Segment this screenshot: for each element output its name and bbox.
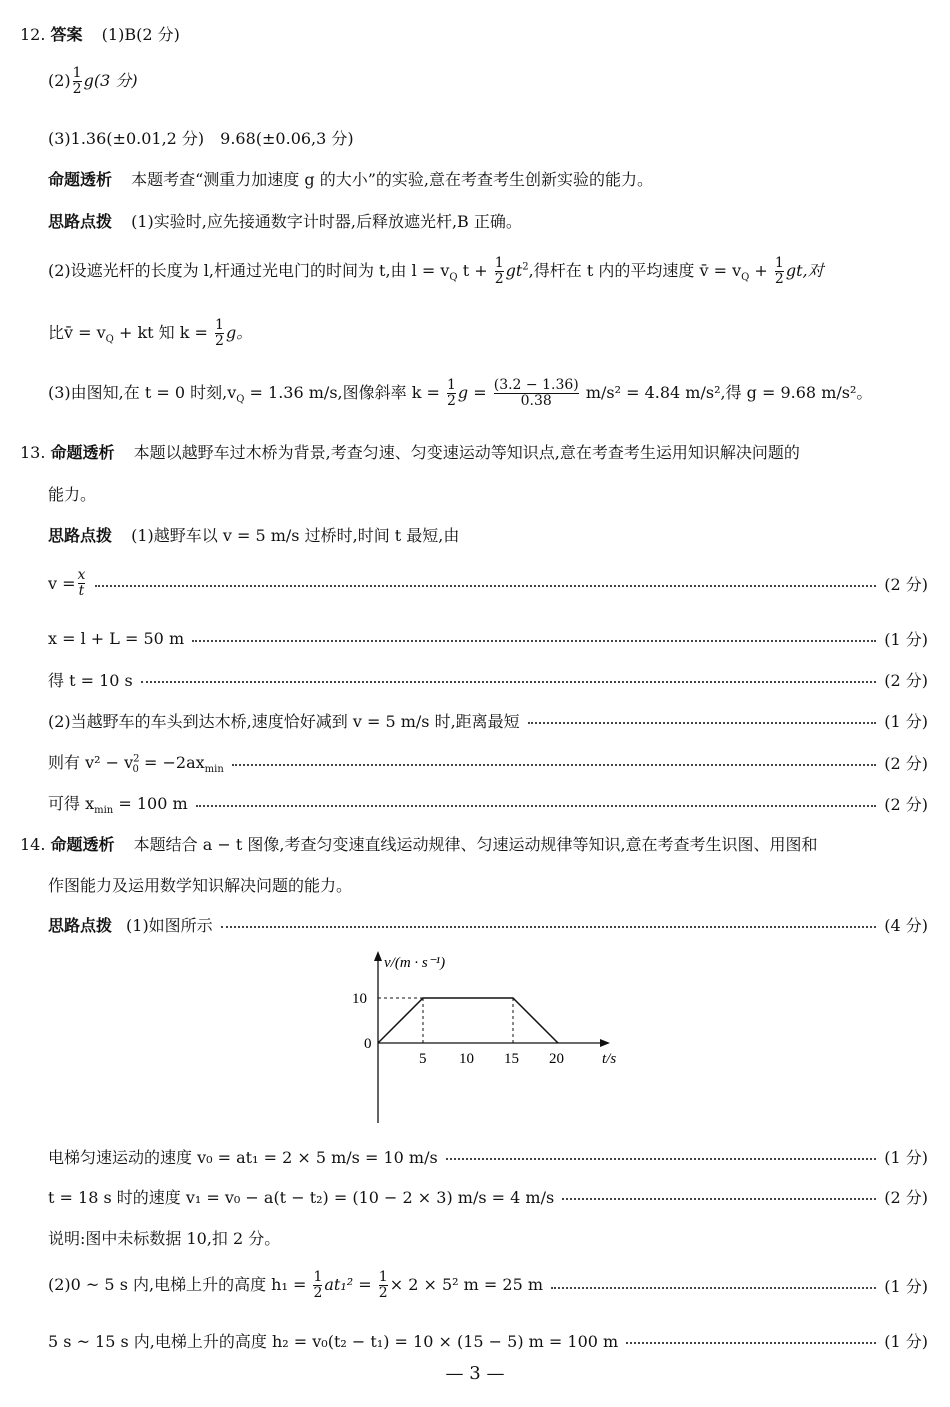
q13-eq2 [48,627,928,650]
leader-dots [528,722,877,724]
q13-analysis [20,440,950,463]
text-run: at₁² = [324,1275,372,1294]
leader-dots [232,764,876,766]
fraction-den: 2 [774,271,784,287]
subscript: 0 [132,764,139,776]
leader-dots [95,585,876,587]
subscript: Q [105,334,114,346]
x-tick-label: 10 [459,1051,474,1067]
leader-dots [562,1198,876,1200]
fraction [215,318,224,349]
fraction [775,256,784,287]
fraction [78,568,86,599]
x-tick-label: 5 [419,1051,427,1067]
text-run: 得 t = 10 s [48,671,133,690]
fraction [73,66,82,97]
text-run [48,791,188,816]
text-run: 可得 x [48,794,95,813]
hint-label: 思路点拨 [48,916,113,935]
text-run: (2)设遮光杆的长度为 l,杆通过光电门的时间为 t,由 l = v [48,261,450,280]
fraction-num: 1 [446,377,456,393]
text-run: (3)由图知,在 t = 0 时刻,v [48,383,237,402]
points: (1 分) [884,1148,928,1167]
text-run: gt,对 [785,261,824,280]
subscript: Q [449,272,458,284]
analysis-label: 命题透析 [50,835,115,854]
text-run: ,得杆在 t 内的平均速度 v̄ = v [528,261,742,280]
q14-note: 说明:图中未标数据 10,扣 2 分。 [48,1229,281,1248]
q14-line3 [48,1270,928,1301]
fraction-den: 2 [313,1285,323,1301]
q13-analysis-cont: 能力。 [48,485,97,504]
text-run: 电梯匀速运动的速度 v₀ = at₁ = 2 × 5 m/s = 10 m/s [48,1148,438,1167]
x-tick-label: 20 [549,1051,564,1067]
q13-eq1 [48,568,928,599]
text-run: g = [457,383,487,402]
fraction-num: 1 [215,317,224,333]
hint-label: 思路点拨 [48,212,113,231]
page-number: — 3 — [445,1363,505,1384]
velocity-series-line [378,998,558,1043]
text-run: × 2 × 5² m = 25 m [389,1275,543,1294]
fraction-den: 2 [72,81,82,97]
q12-answer-2 [48,66,950,97]
fraction-den: t [78,583,85,599]
text-run: = 100 m [118,794,188,813]
fraction [379,1270,388,1301]
text-run: 则有 v² − v [48,753,134,772]
points: (2 分) [884,575,928,594]
q13-number: 13. [20,443,46,462]
q13-eq4 [48,709,928,732]
hint-label: 思路点拨 [48,526,113,545]
text-run: 5 s ~ 15 s 内,电梯上升的高度 h₂ = v₀(t₂ − t₁) = 10 × (15 − 5) m = 100 m [48,1332,619,1351]
superscript: 2 [133,753,140,765]
q12-answer-3: (3)1.36(±0.01,2 分) 9.68(±0.06,3 分) [48,129,354,148]
analysis-label: 命题透析 [50,443,115,462]
q14-analysis-cont: 作图能力及运用数学知识解决问题的能力。 [48,876,353,895]
fraction-den: 2 [378,1285,388,1301]
q12-a2-suffix: g(3 分) [83,71,138,90]
leader-dots [446,1158,877,1160]
points: (1 分) [884,1277,928,1296]
q13-eq6 [48,791,928,816]
q13-eq5 [48,750,928,775]
points: (2 分) [884,1188,928,1207]
origin-label: 0 [364,1036,372,1052]
q12-hint-1 [48,209,950,232]
fraction [494,378,579,409]
fraction-num: 1 [72,65,82,81]
y-axis-arrow [374,951,382,961]
q12-answer-label: 答案 [50,25,83,44]
text-run: (2)当越野车的车头到达木桥,速度恰好减到 v = 5 m/s 时,距离最短 [48,712,520,731]
q14-analysis [20,832,950,855]
v-t-chart [340,945,640,1130]
fraction-num: 1 [494,255,504,271]
q12-number: 12. [20,25,46,44]
text-run: t = 18 s 时的速度 v₁ = v₀ − a(t − t₂) = (10 − 2 × 3) m/s = 4 m/s [48,1188,555,1207]
q12-part2-line1 [48,256,950,287]
y-tick-label: 10 [352,991,367,1007]
fraction-num: x [77,567,86,583]
fraction-den: 2 [494,271,504,287]
subscript: Q [236,394,245,406]
points: (2 分) [884,671,928,690]
text-run: 比v̄ = v [48,323,106,342]
fraction-den: 2 [215,333,224,349]
subscript: Q [741,272,750,284]
q12-analysis [48,167,950,190]
text-run: t + [462,261,488,280]
q14-number: 14. [20,835,46,854]
fraction-num: (3.2 − 1.36) [493,377,579,393]
q12-answer-1: (1)B(2 分) [101,25,180,44]
analysis-text: 本题结合 a − t 图像,考查匀变速直线运动规律、匀速运动规律等知识,意在考查考生识图、用图和 [133,835,818,854]
text-run: + [754,261,768,280]
text-run: x = l + L = 50 m [48,629,185,648]
fraction [313,1270,322,1301]
text-run: = −2ax [144,753,205,772]
subscript: min [204,764,224,776]
superscript: 2 [522,261,529,273]
q12-part2-line2 [48,318,950,349]
hint-text: (1)越野车以 v = 5 m/s 过桥时,时间 t 最短,由 [131,526,460,545]
text-run [48,750,224,775]
leader-dots [141,681,876,683]
points: (4 分) [884,916,928,935]
x-tick-label: 15 [504,1051,519,1067]
text-run: (2)0 ~ 5 s 内,电梯上升的高度 h₁ = [48,1275,307,1294]
fraction-den: 2 [446,393,456,409]
q12-a2-prefix: (2) [48,71,71,90]
text-run: gt [505,261,523,280]
points: (1 分) [884,712,928,731]
y-axis-label: v/(m · s⁻¹) [384,955,446,971]
leader-dots [196,805,877,807]
analysis-label: 命题透析 [48,170,113,189]
q12-answer-line [20,22,950,45]
points: (1 分) [884,1332,928,1351]
q13-hint-1 [48,523,950,546]
points: (2 分) [884,795,928,815]
leader-dots [551,1287,876,1289]
leader-dots [221,926,877,928]
points: (1 分) [884,630,928,649]
text-run: v = [48,574,76,593]
text-run: g。 [225,323,253,342]
x-axis-label: t/s [602,1051,617,1067]
text-run: = 1.36 m/s,图像斜率 k = [249,383,440,402]
text-run [48,913,213,936]
hint-text: (1)如图所示 [126,916,213,935]
fraction-num: 1 [313,1269,323,1285]
fraction [495,256,504,287]
fraction [447,378,456,409]
fraction-num: 1 [378,1269,388,1285]
q13-eq3 [48,668,928,691]
q12-part3 [48,378,950,409]
leader-dots [192,640,876,642]
fraction-num: 1 [774,255,784,271]
subscript: min [94,805,114,817]
q14-line1 [48,1145,928,1168]
fraction-den: 0.38 [494,393,579,409]
q14-line4 [48,1329,928,1352]
text-run [48,1270,543,1301]
analysis-text: 本题考查“测重力加速度 g 的大小”的实验,意在考查考生创新实验的能力。 [131,170,653,189]
q14-hint-1 [48,913,928,936]
q14-line2 [48,1185,928,1208]
points: (2 分) [884,754,928,774]
leader-dots [626,1342,876,1344]
x-axis-arrow [600,1039,610,1047]
text-run: + kt 知 k = [118,323,208,342]
analysis-text: 本题以越野车过木桥为背景,考查匀速、匀变速运动等知识点,意在考查考生运用知识解决问题的 [133,443,800,462]
hint-text: (1)实验时,应先接通数字计时器,后释放遮光杆,B 正确。 [131,212,522,231]
text-run: m/s² = 4.84 m/s²,得 g = 9.68 m/s²。 [585,383,873,402]
